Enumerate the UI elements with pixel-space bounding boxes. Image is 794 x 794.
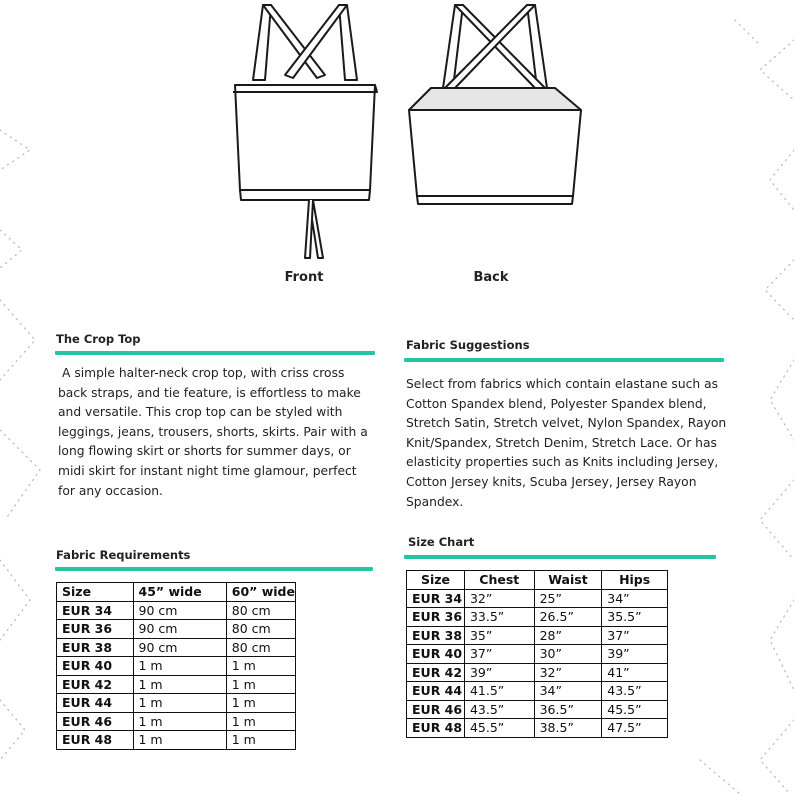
crop-top-front-sketch xyxy=(205,0,405,265)
text-line: midi skirt for instant night time glamour, perfect xyxy=(58,463,357,478)
chest-cell: 37” xyxy=(464,645,534,664)
header-cell: Size xyxy=(57,583,134,602)
size-cell: EUR 34 xyxy=(57,601,134,620)
hips-cell: 47.5” xyxy=(602,719,668,738)
text-line: A simple halter-neck crop top, with criss cross xyxy=(62,366,345,380)
size-cell: EUR 40 xyxy=(407,645,465,664)
value-cell: 1 m xyxy=(133,694,226,713)
size-cell: EUR 46 xyxy=(407,700,465,719)
crop-top-description xyxy=(58,364,388,501)
waist-cell: 34” xyxy=(534,682,602,701)
value-cell: 1 m xyxy=(226,712,295,731)
chest-cell: 41.5” xyxy=(464,682,534,701)
crop-top-rule xyxy=(55,351,375,355)
crop-top-title: The Crop Top xyxy=(56,332,141,346)
value-cell: 90 cm xyxy=(133,620,226,639)
waist-cell: 25” xyxy=(534,589,602,608)
waist-cell: 28” xyxy=(534,626,602,645)
crop-top-back-sketch xyxy=(395,0,595,210)
fabric-requirements-title: Fabric Requirements xyxy=(56,548,191,562)
chest-cell: 33.5” xyxy=(464,608,534,627)
size-cell: EUR 34 xyxy=(407,589,465,608)
hips-cell: 35.5” xyxy=(602,608,668,627)
hips-cell: 39” xyxy=(602,645,668,664)
table-row xyxy=(407,682,668,701)
fabric-requirements-rule xyxy=(55,567,373,571)
header-cell: Waist xyxy=(534,571,602,590)
text-line: Stretch Satin, Stretch velvet, Nylon Spandex, Rayon xyxy=(406,416,727,431)
size-cell: EUR 36 xyxy=(57,620,134,639)
size-cell: EUR 48 xyxy=(57,731,134,750)
text-line: for any occasion. xyxy=(58,483,163,498)
value-cell: 1 m xyxy=(226,657,295,676)
waist-cell: 32” xyxy=(534,663,602,682)
back-caption: Back xyxy=(473,270,509,285)
waist-cell: 26.5” xyxy=(534,608,602,627)
table-row xyxy=(407,626,668,645)
size-cell: EUR 38 xyxy=(57,638,134,657)
fabric-suggestions-text xyxy=(406,375,746,512)
waist-cell: 38.5” xyxy=(534,719,602,738)
front-caption: Front xyxy=(284,270,324,285)
value-cell: 1 m xyxy=(133,657,226,676)
waist-cell: 30” xyxy=(534,645,602,664)
value-cell: 80 cm xyxy=(226,620,295,639)
size-cell: EUR 46 xyxy=(57,712,134,731)
table-row xyxy=(57,601,296,620)
value-cell: 1 m xyxy=(133,675,226,694)
chest-cell: 32” xyxy=(464,589,534,608)
size-cell: EUR 48 xyxy=(407,719,465,738)
text-line: Cotton Jersey knits, Scuba Jersey, Jersey Rayon xyxy=(406,474,697,489)
text-line: leggings, jeans, trousers, shorts, skirts. Pair with a xyxy=(58,424,368,439)
chest-cell: 35” xyxy=(464,626,534,645)
table-row xyxy=(57,657,296,676)
table-row xyxy=(57,620,296,639)
fabric-requirements-table xyxy=(56,582,296,750)
back-illustration xyxy=(395,0,595,210)
size-cell: EUR 36 xyxy=(407,608,465,627)
text-line: elasticity properties such as Knits including Jersey, xyxy=(406,455,719,470)
table-row xyxy=(57,638,296,657)
value-cell: 80 cm xyxy=(226,601,295,620)
table-row xyxy=(407,589,668,608)
text-line: and versatile. This crop top can be styled with xyxy=(58,405,343,420)
table-row xyxy=(57,694,296,713)
size-cell: EUR 38 xyxy=(407,626,465,645)
fabric-suggestions-title: Fabric Suggestions xyxy=(406,338,530,352)
hips-cell: 43.5” xyxy=(602,682,668,701)
table-row xyxy=(57,675,296,694)
size-chart-rule xyxy=(404,555,716,559)
value-cell: 90 cm xyxy=(133,638,226,657)
text-line: back straps, and tie feature, is effortless to make xyxy=(58,385,361,400)
hips-cell: 34” xyxy=(602,589,668,608)
chest-cell: 43.5” xyxy=(464,700,534,719)
size-cell: EUR 42 xyxy=(57,675,134,694)
size-cell: EUR 44 xyxy=(57,694,134,713)
value-cell: 80 cm xyxy=(226,638,295,657)
table-row xyxy=(407,645,668,664)
text-line: long flowing skirt or shorts for summer days, or xyxy=(58,444,351,459)
table-row xyxy=(407,608,668,627)
fabric-suggestions-rule xyxy=(404,358,724,362)
table-row xyxy=(407,663,668,682)
size-cell: EUR 40 xyxy=(57,657,134,676)
value-cell: 1 m xyxy=(226,694,295,713)
chest-cell: 45.5” xyxy=(464,719,534,738)
size-chart-title: Size Chart xyxy=(408,535,475,549)
size-cell: EUR 42 xyxy=(407,663,465,682)
value-cell: 1 m xyxy=(226,731,295,750)
size-cell: EUR 44 xyxy=(407,682,465,701)
text-line: Spandex. xyxy=(406,494,464,509)
waist-cell: 36.5” xyxy=(534,700,602,719)
header-cell: Chest xyxy=(464,571,534,590)
table-row xyxy=(57,731,296,750)
header-cell: 60” wide xyxy=(226,583,295,602)
value-cell: 90 cm xyxy=(133,601,226,620)
header-cell: Size xyxy=(407,571,465,590)
table-header-row xyxy=(57,583,296,602)
size-chart-table xyxy=(406,570,668,738)
hips-cell: 37” xyxy=(602,626,668,645)
value-cell: 1 m xyxy=(133,731,226,750)
value-cell: 1 m xyxy=(226,675,295,694)
table-row xyxy=(57,712,296,731)
table-header-row xyxy=(407,571,668,590)
text-line: Cotton Spandex blend, Polyester Spandex blend, xyxy=(406,396,707,411)
value-cell: 1 m xyxy=(133,712,226,731)
text-line: Knit/Spandex, Stretch Denim, Stretch Lace. Or has xyxy=(406,435,717,450)
hips-cell: 45.5” xyxy=(602,700,668,719)
hips-cell: 41” xyxy=(602,663,668,682)
header-cell: 45” wide xyxy=(133,583,226,602)
table-row xyxy=(407,719,668,738)
table-row xyxy=(407,700,668,719)
chest-cell: 39” xyxy=(464,663,534,682)
front-illustration xyxy=(205,0,405,265)
header-cell: Hips xyxy=(602,571,668,590)
text-line: Select from fabrics which contain elastane such as xyxy=(406,377,719,391)
